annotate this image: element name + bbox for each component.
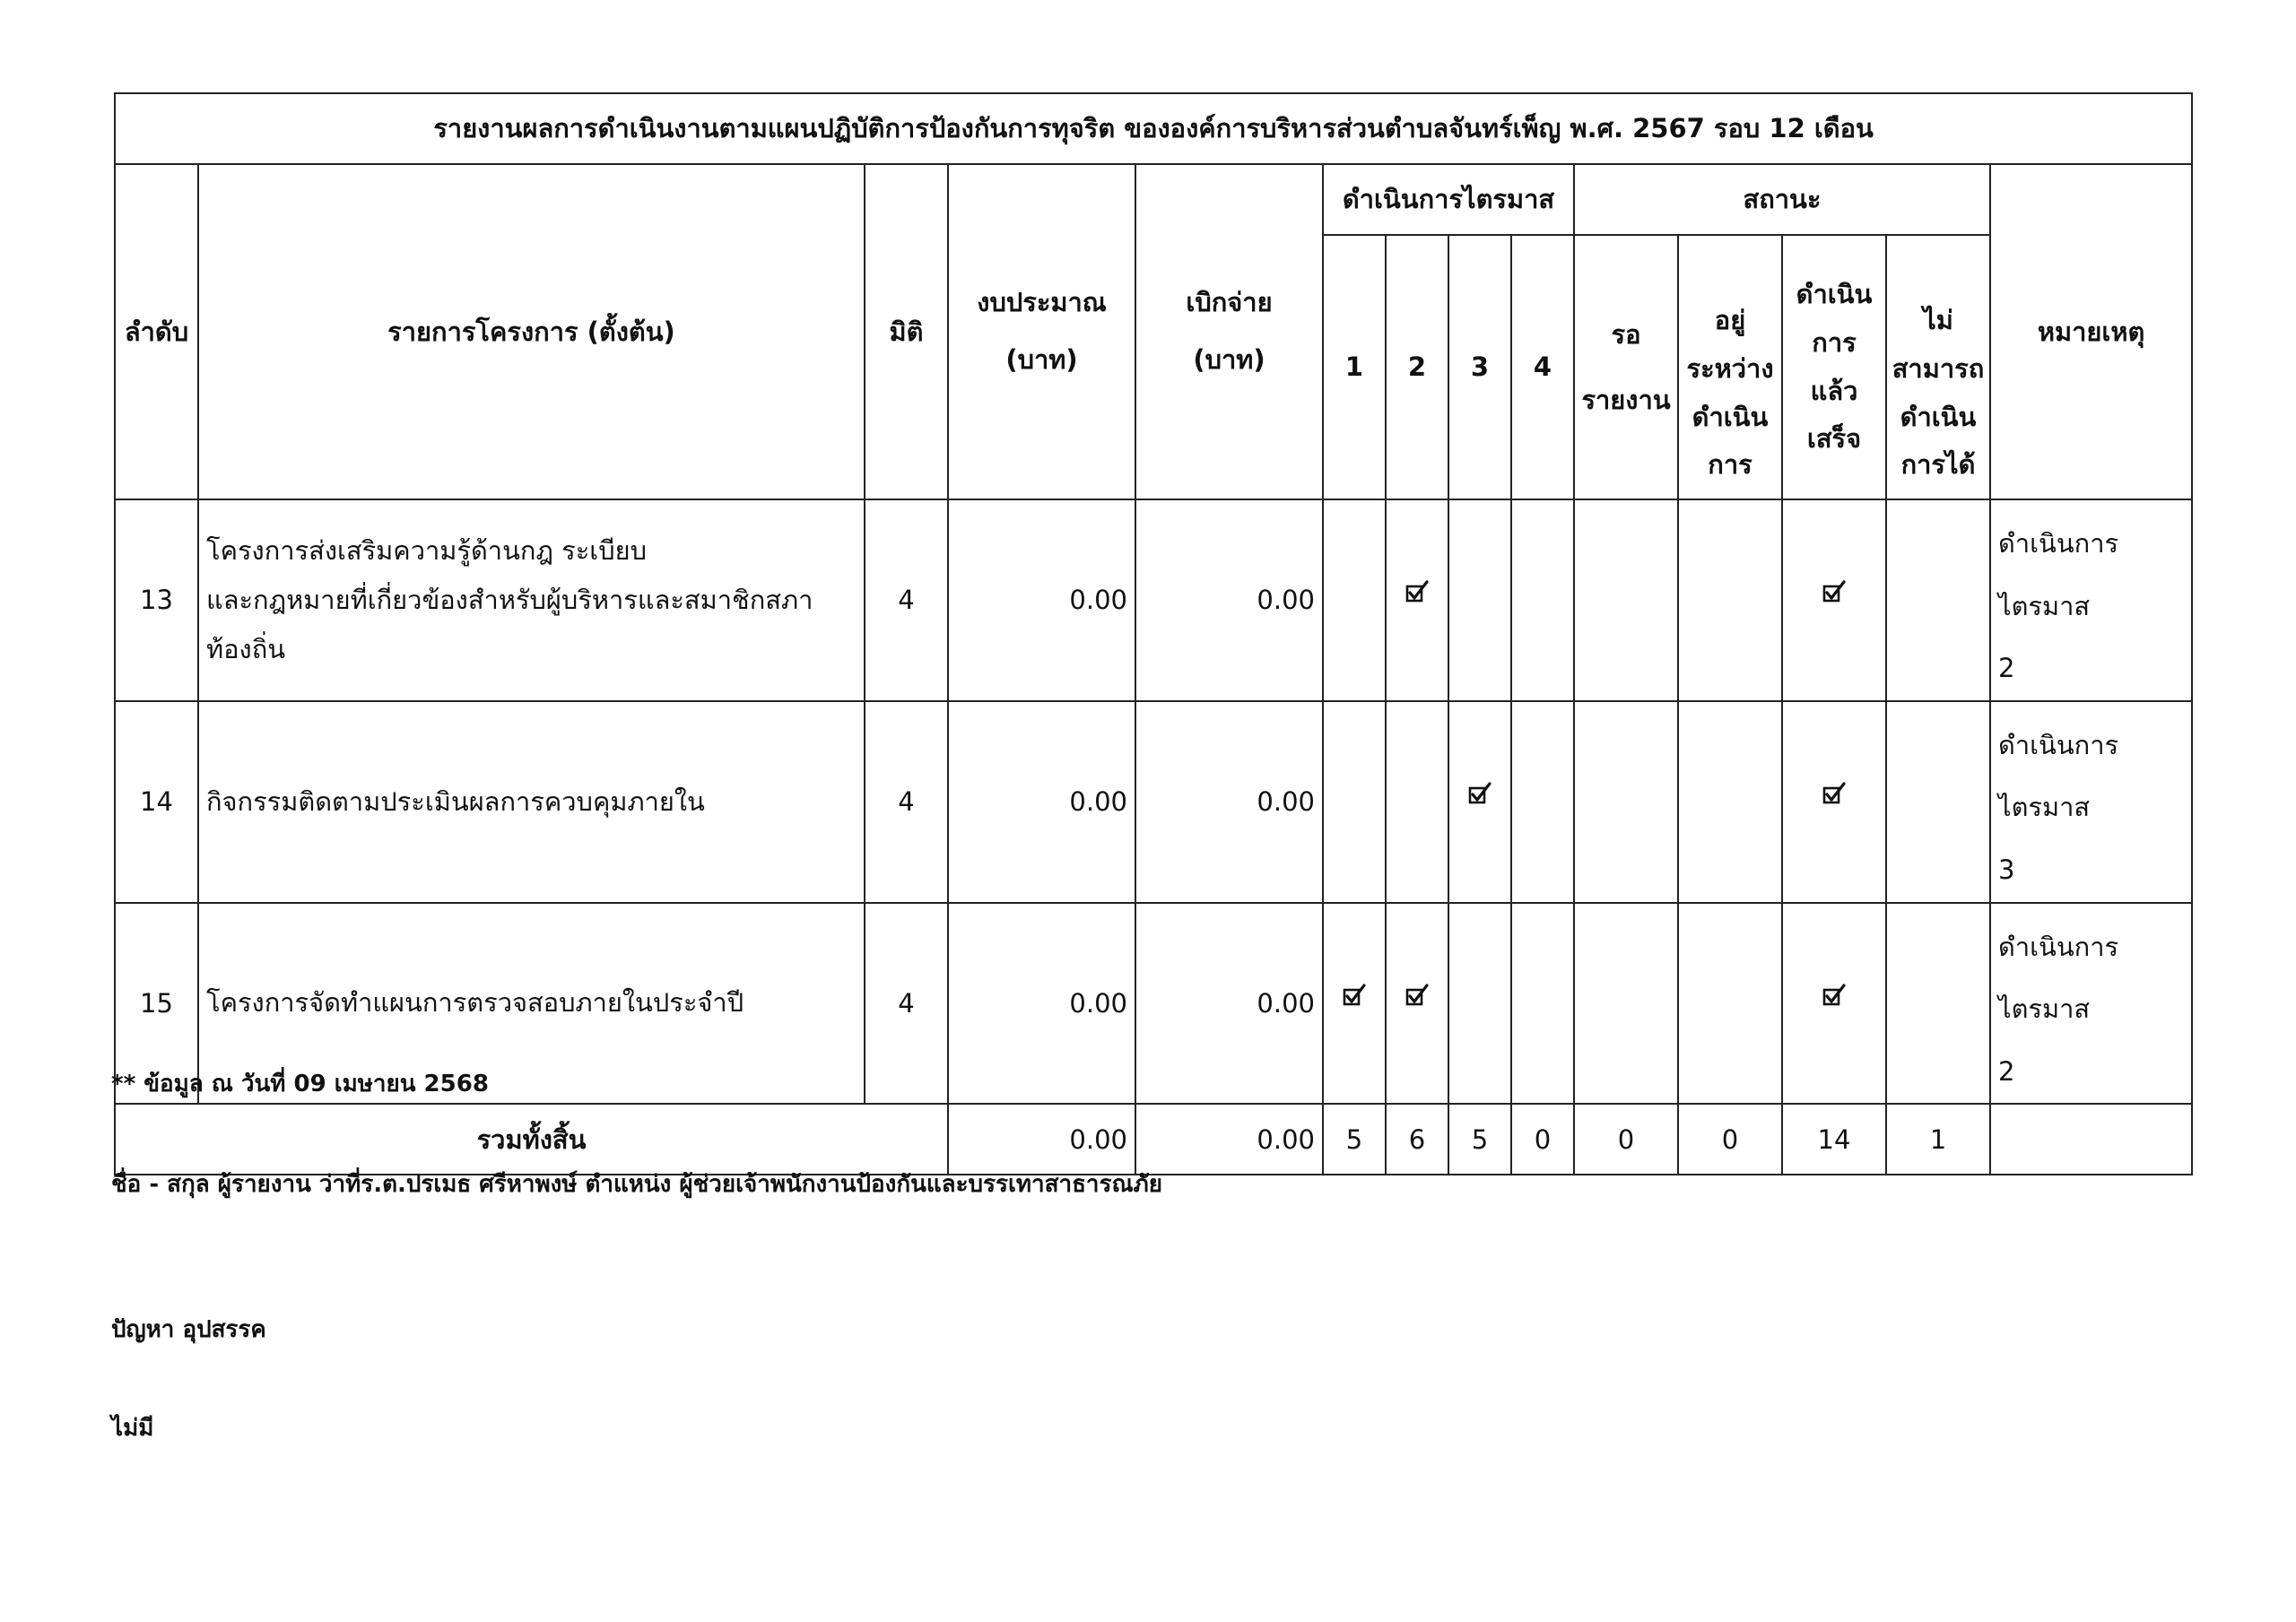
row-budget: 0.00 [948, 903, 1135, 1105]
row-status-inprogress-cell [1678, 499, 1782, 701]
header-remark: หมายเหตุ [1990, 164, 2192, 499]
totals-label: รวมทั้งสิ้น [115, 1104, 948, 1175]
row-remark: ดำเนินการไตรมาส 2 [1990, 903, 2192, 1105]
totals-disbursed: 0.00 [1135, 1104, 1323, 1175]
row-remark: ดำเนินการไตรมาส 2 [1990, 499, 2192, 701]
header-status-pending: รอ รายงาน [1574, 235, 1678, 499]
row-status-inprogress-cell [1678, 903, 1782, 1105]
checkbox-checked-icon [1822, 580, 1846, 603]
row-status-pending-cell [1574, 701, 1678, 903]
row-q3-cell [1448, 701, 1511, 903]
header-dimension: มิติ [865, 164, 948, 499]
row-disbursed: 0.00 [1135, 903, 1323, 1105]
row-dimension: 4 [865, 499, 948, 701]
header-quarter-3: 3 [1448, 235, 1511, 499]
table-row [115, 499, 2192, 701]
totals-q3: 5 [1448, 1104, 1511, 1175]
checkbox-checked-icon [1468, 782, 1492, 805]
checkbox-checked-icon [1405, 580, 1429, 603]
row-disbursed: 0.00 [1135, 701, 1323, 903]
row-status-done-cell [1782, 903, 1886, 1105]
row-seq: 13 [115, 499, 198, 701]
totals-row [115, 1104, 2192, 1175]
header-quarter-group: ดำเนินการไตรมาส [1323, 164, 1574, 235]
row-status-pending-cell [1574, 499, 1678, 701]
row-q4-cell [1511, 903, 1574, 1105]
header-disbursed [1135, 164, 1323, 499]
row-q1-cell [1323, 499, 1386, 701]
row-q3-cell [1448, 903, 1511, 1105]
row-project [198, 499, 865, 701]
header-disbursed-line2: (บาท) [1193, 344, 1265, 375]
row-status-done-cell [1782, 701, 1886, 903]
row-q3-cell [1448, 499, 1511, 701]
row-status-inprogress-cell [1678, 701, 1782, 903]
row-q4-cell [1511, 701, 1574, 903]
row-status-unable-cell [1886, 903, 1990, 1105]
row-q1-cell [1323, 903, 1386, 1105]
row-q2-cell [1386, 701, 1448, 903]
report-title: รายงานผลการดำเนินงานตามแผนปฏิบัติการป้องกันการทุจริต ขององค์การบริหารส่วนตำบลจันทร์เพ็ญ พ.ศ. 2567 รอบ 12 เดือน [115, 93, 2192, 164]
totals-budget: 0.00 [948, 1104, 1135, 1175]
header-status-unable: ไม่ สามารถ ดำเนิน การได้ [1886, 235, 1990, 499]
row-budget: 0.00 [948, 499, 1135, 701]
row-project-line1: โครงการส่งเสริมความรู้ด้านกฎ ระเบียบ [206, 534, 648, 566]
header-seq: ลำดับ [115, 164, 198, 499]
header-budget [948, 164, 1135, 499]
totals-q2: 6 [1386, 1104, 1448, 1175]
header-status-inprogress: อยู่ ระหว่าง ดำเนิน การ [1678, 235, 1782, 499]
header-budget-line2: (บาท) [1005, 344, 1078, 375]
totals-remark [1990, 1104, 2192, 1175]
row-status-pending-cell [1574, 903, 1678, 1105]
header-quarter-2: 2 [1386, 235, 1448, 499]
row-remark: ดำเนินการไตรมาส 3 [1990, 701, 2192, 903]
checkbox-checked-icon [1822, 782, 1846, 805]
row-status-done-cell [1782, 499, 1886, 701]
header-disbursed-line1: เบิกจ่าย [1186, 287, 1273, 318]
row-seq: 15 [115, 903, 198, 1105]
totals-q1: 5 [1323, 1104, 1386, 1175]
totals-unable: 1 [1886, 1104, 1990, 1175]
header-status-group: สถานะ [1574, 164, 1990, 235]
row-status-unable-cell [1886, 701, 1990, 903]
row-project-line2: และกฎหมายที่เกี่ยวข้องสำหรับผู้บริหารและสมาชิกสภาท้องถิ่น [206, 584, 813, 664]
header-quarter-1: 1 [1323, 235, 1386, 499]
totals-q4: 0 [1511, 1104, 1574, 1175]
problems-label: ปัญหา อุปสรรค [111, 1316, 266, 1343]
row-project-line1: โครงการจัดทำแผนการตรวจสอบภายในประจำปี [206, 987, 744, 1019]
row-dimension: 4 [865, 701, 948, 903]
problems-value: ไม่มี [111, 1415, 154, 1442]
report-table [114, 92, 2193, 1175]
totals-inprogress: 0 [1678, 1104, 1782, 1175]
row-budget: 0.00 [948, 701, 1135, 903]
row-seq: 14 [115, 701, 198, 903]
row-q2-cell [1386, 499, 1448, 701]
header-quarter-4: 4 [1511, 235, 1574, 499]
checkbox-checked-icon [1405, 984, 1429, 1007]
checkbox-checked-icon [1822, 984, 1846, 1007]
checkbox-checked-icon [1343, 984, 1366, 1007]
row-status-unable-cell [1886, 499, 1990, 701]
row-q4-cell [1511, 499, 1574, 701]
row-project-line1: กิจกรรมติดตามประเมินผลการควบคุมภายใน [206, 785, 705, 817]
table-row [115, 701, 2192, 903]
header-project: รายการโครงการ (ตั้งต้น) [198, 164, 865, 499]
totals-pending: 0 [1574, 1104, 1678, 1175]
header-budget-line1: งบประมาณ [977, 287, 1107, 318]
row-q1-cell [1323, 701, 1386, 903]
totals-done: 14 [1782, 1104, 1886, 1175]
reporter-line: ชื่อ - สกุล ผู้รายงาน ว่าที่ร.ต.ปรเมธ ศรีหาพงษ์ ตำแหน่ง ผู้ช่วยเจ้าพนักงานป้องกันและบรรเทาสาธารณภัย [111, 1171, 1162, 1198]
row-disbursed: 0.00 [1135, 499, 1323, 701]
row-dimension: 4 [865, 903, 948, 1105]
row-q2-cell [1386, 903, 1448, 1105]
row-project [198, 701, 865, 903]
header-status-done: ดำเนิน การ แล้วเสร็จ [1782, 235, 1886, 499]
data-as-of-note: ** ข้อมูล ณ วันที่ 09 เมษายน 2568 [111, 1071, 489, 1097]
